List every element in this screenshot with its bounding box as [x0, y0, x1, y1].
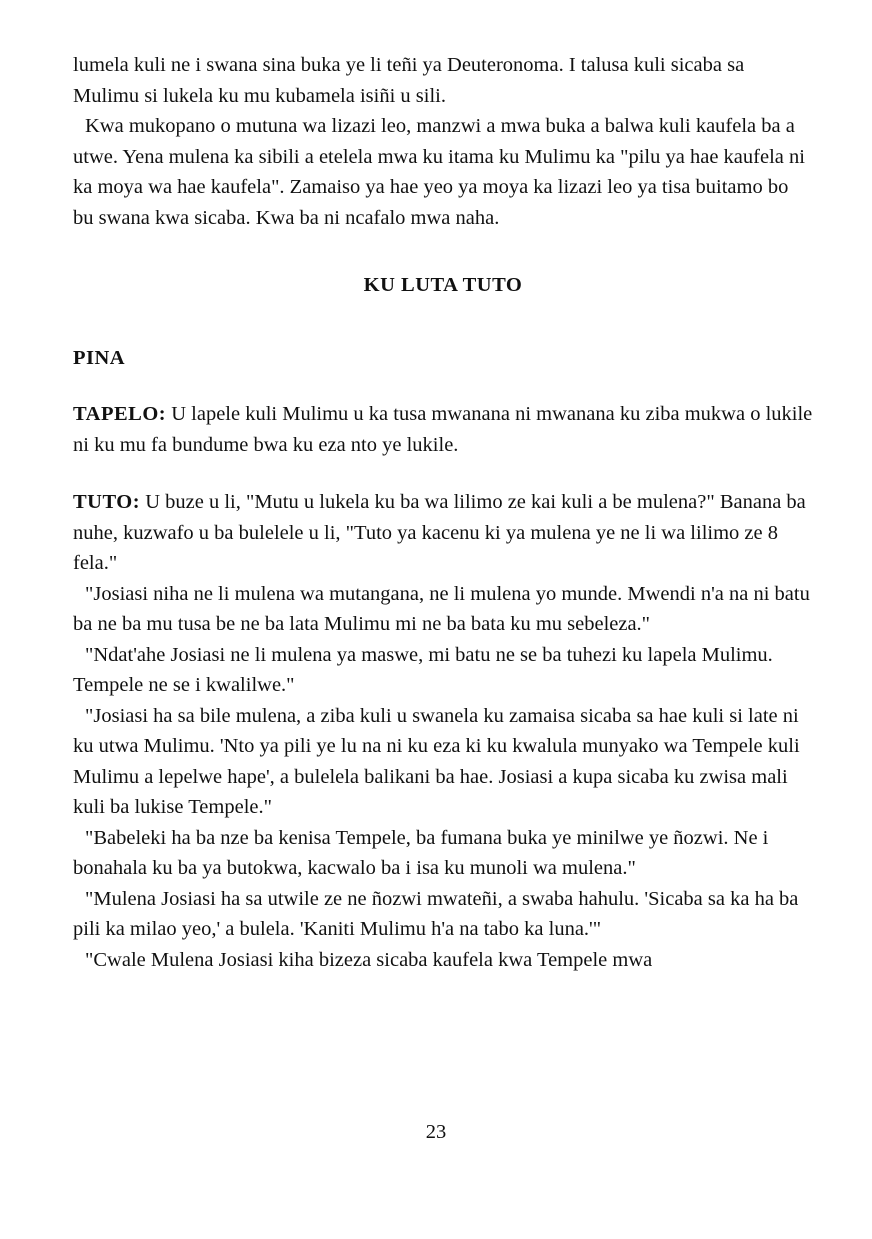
story-paragraph: "Ndat'ahe Josiasi ne li mulena ya maswe, mi batu ne se ba tuhezi ku lapela Mulimu. Tempele ne se i kwalilwe." — [73, 643, 773, 696]
story-paragraph: "Mulena Josiasi ha sa utwile ze ne ñozwi mwateñi, a swaba hahulu. 'Sicaba sa ka ha ba pili ka milao yeo,' a bulela. 'Kaniti Mulimu h'a na tabo ka luna.'" — [73, 887, 799, 940]
lesson-heading: KU LUTA TUTO — [363, 274, 523, 296]
paragraph-assembly: Kwa mukopano o mutuna wa lizazi leo, manzwi a mwa buka a balwa kuli kaufela ba a utwe. Yena mulena ka sibili a etelela mwa ku itama ku Mulimu ka "pilu ya hae kaufela ni ka moya wa hae kaufela". Zamaiso ya hae yeo ya moya ka lizazi leo ya tisa buitamo bo bu swana kwa sicaba. Kwa ba ni ncafalo mwa naha. — [73, 115, 805, 229]
page-number: 23 — [425, 1121, 447, 1143]
story-paragraph: "Josiasi niha ne li mulena wa mutangana, ne li mulena yo munde. Mwendi n'a na ni batu ba ne ba mu tusa be ne ba lata Mulimu mi ne ba bata ku mu sebeleza." — [73, 582, 810, 635]
prayer-text: U lapele kuli Mulimu u ka tusa mwanana ni mwanana ku ziba mukwa o lukile ni ku mu fa bundume bwa ku eza nto ye lukile. — [73, 403, 813, 456]
lesson-paragraph — [73, 487, 813, 579]
lesson-label: TUTO: — [73, 491, 141, 513]
story-paragraph: "Cwale Mulena Josiasi kiha bizeza sicaba kaufela kwa Tempele mwa — [85, 948, 653, 971]
section-heading-song: PINA — [73, 347, 126, 369]
story-paragraph: "Josiasi ha sa bile mulena, a ziba kuli u swanela ku zamaisa sicaba sa hae kuli si late ni ku utwa Mulimu. 'Nto ya pili ye lu na ni ku eza ki ku kwalula munyako wa Tempele kuli Mulimu a lepelwe hape', a bulelela balikani ba hae. Josiasi a kupa sicaba ku zwisa mali kuli ba lukise Tempele." — [73, 704, 800, 818]
prayer-label: TAPELO: — [73, 403, 167, 425]
prayer-paragraph — [73, 399, 813, 460]
page-body — [73, 50, 813, 975]
paragraph-continuation: lumela kuli ne i swana sina buka ye li teñi ya Deuteronoma. I talusa kuli sicaba sa Mulimu si lukela ku mu kubamela isiñi u sili. — [73, 54, 745, 107]
story-paragraph: "Babeleki ha ba nze ba kenisa Tempele, ba fumana buka ye minilwe ye ñozwi. Ne i bonahala ku ba ya butokwa, kacwalo ba i isa ku munoli wa mulena." — [73, 826, 769, 879]
lesson-text: U buze u li, "Mutu u lukela ku ba wa lilimo ze kai kuli a be mulena?" Banana ba nuhe, kuzwafo u ba bulelele u li, "Tuto ya kacenu ki ya mulena ye ne li wa lilimo ze 8 fela." — [73, 491, 806, 574]
